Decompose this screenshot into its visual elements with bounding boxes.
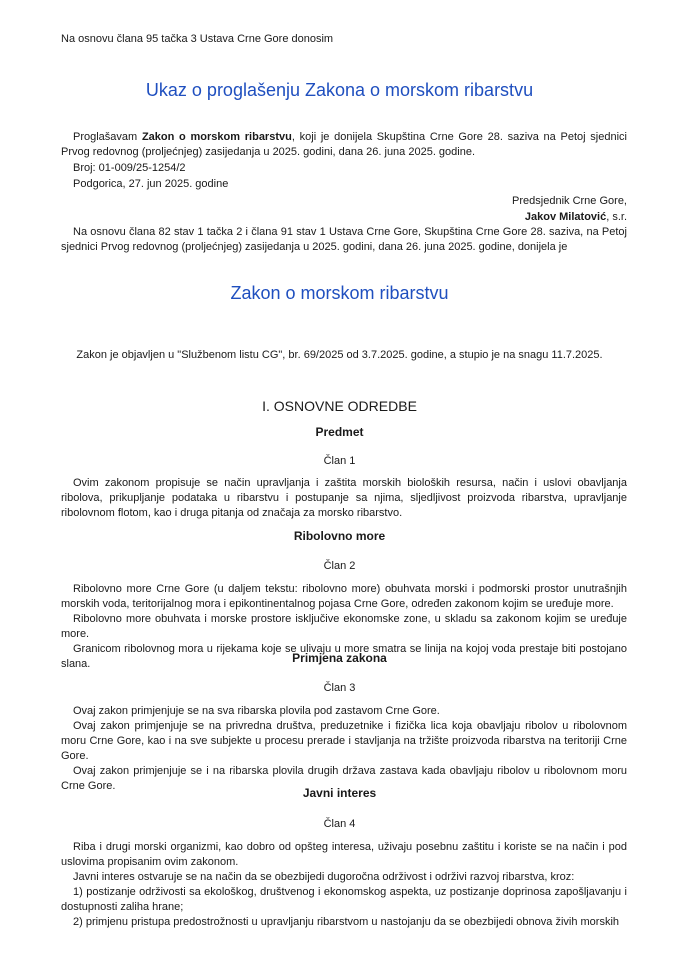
article-3-paragraph-3: Ovaj zakon primjenjuje se i na ribarska plovila drugih država zastava kada obavljaju ribolov u ribolovnom moru Crne Gore. [61,765,627,792]
signature-suffix: , s.r. [606,211,627,223]
article-4-paragraph-2: Javni interes ostvaruje se na način da se obezbijedi dugoročna održivost i održivi razvoj ribarstva, kroz: [73,871,575,883]
ukaz-title: Ukaz o proglašenju Zakona o morskom ribarstvu [145,80,534,100]
proclamation-law-name: Zakon o morskom ribarstvu [141,131,292,143]
section-heading-javni-interes: Javni interes [302,786,377,800]
place-date-line: Podgorica, 27. jun 2025. godine [73,178,229,190]
article-3-body [61,704,627,794]
law-title: Zakon o morskom ribarstvu [230,283,449,303]
section-heading-ribolovno-more: Ribolovno more [293,529,386,543]
adoption-paragraph: Na osnovu člana 82 stav 1 tačka 2 i člana 91 stav 1 Ustava Crne Gore, Skupština Crne Gore 28. saziva, na Petoj sjednici Prvog redovnog (proljećnjeg) zasijedanja u 2025. godini, dana 26. juna 2025. godine, donijela je [61,226,627,253]
chapter-heading: I. OSNOVNE ODREDBE [262,398,417,414]
article-3: Član 3 [323,682,356,694]
section-heading-predmet: Predmet [315,425,364,439]
article-2-paragraph-1: Ribolovno more Crne Gore (u daljem tekstu: ribolovno more) obuhvata morski i podmorski prostor unutrašnjih morskih voda, teritorijalnog mora i epikontinentalnog pojasa Crne Gore, određen zakonom kojim se uređuje more. [61,583,627,610]
article-4: Član 4 [323,818,356,830]
signature-name: Jakov Milatović [524,211,607,223]
section-heading-primjena: Primjena zakona [292,651,387,665]
article-1: Član 1 [323,455,356,467]
broj-line: Broj: 01-009/25-1254/2 [73,162,186,174]
article-2: Član 2 [323,560,356,572]
article-4-item-2: 2) primjenu pristupa predostrožnosti u upravljanju ribarstvom u nastojanju da se obezbijedi obnova živih morskih [73,916,620,928]
proclamation-prefix: Proglašavam [73,131,142,143]
published-note: Zakon je objavljen u "Službenom listu CG", br. 69/2025 od 3.7.2025. godine, a stupio je na snagu 11.7.2025. [76,349,603,361]
signature-role: Predsjednik Crne Gore, [512,195,627,207]
article-2-paragraph-3: Granicom ribolovnog mora u rijekama koje se ulivaju u more smatra se linija na kojoj voda prestaje biti postojano slana. [61,643,627,670]
article-4-item-1: 1) postizanje održivosti sa ekološkog, društvenog i ekonomskog aspekta, uz postizanje doprinosa zapošljavanju i dostupnosti zaliha hrane; [61,886,627,913]
article-3-paragraph-2: Ovaj zakon primjenjuje se na privredna društva, preduzetnike i fizička lica koja obavljaju ribolov u ribolovnom moru Crne Gore, kao i na sve subjekte u procesu prerade i stavljanja na tržište proizvoda ribarstva na teritoriji Crne Gore. [61,720,627,762]
article-3-paragraph-1: Ovaj zakon primjenjuje se na sva ribarska plovila pod zastavom Crne Gore. [73,705,440,717]
signature-block [300,193,627,225]
article-2-paragraph-2: Ribolovno more obuhvata i morske prostore isključive ekonomske zone, u skladu sa zakonom kojim se uređuje more. [61,613,627,640]
article-4-body [61,840,627,930]
intro-line: Na osnovu člana 95 tačka 3 Ustava Crne Gore donosim [61,33,334,45]
article-4-paragraph-1: Riba i drugi morski organizmi, kao dobro od opšteg interesa, uživaju posebnu zaštitu i koriste se na način i pod uslovima propisanim ovim zakonom. [61,841,627,868]
article-1-paragraph: Ovim zakonom propisuje se način upravljanja i zaštita morskih bioloških resursa, način i uslovi obavljanja ribolova, prikupljanje podataka u ribarstvu i postupanje sa njima, sljedljivost proizvoda ribarstva, upravljanje ribolovnom flotom, kao i druga pitanja od značaja za morsko ribarstvo. [61,477,627,519]
proclamation-suffix: , koji je donijela Skupština Crne Gore 28. saziva na Petoj sjednici Prvog redovnog (proljećnjeg) zasijedanja u 2025. godini, dana 26. juna 2025. godine. [61,131,627,158]
proclamation-paragraph [61,130,627,160]
